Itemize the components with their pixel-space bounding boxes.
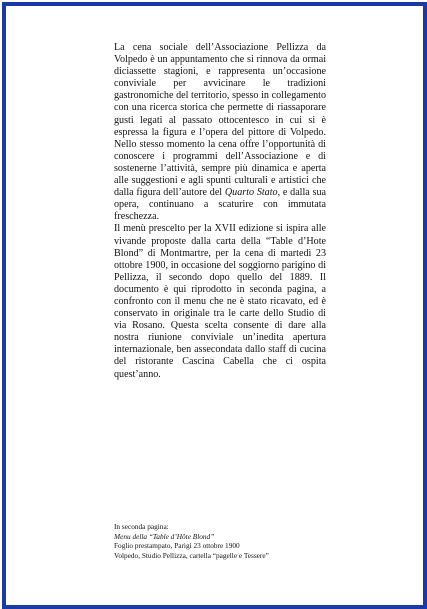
caption-line-4: Volpedo, Studio Pellizza, cartella “pagelle e Tessere” bbox=[114, 550, 269, 560]
caption-line-2: Menu della “Table d’Hôte Blond” bbox=[114, 531, 215, 541]
main-text bbox=[114, 42, 326, 381]
caption-line-3: Foglio prestampato, Parigi 23 ottobre 1900 bbox=[114, 541, 240, 551]
caption bbox=[114, 522, 374, 560]
paragraph-intro-text-end: , e dalla sua opera, continuano a scaturire con immutata freschezza. bbox=[114, 187, 327, 223]
paragraph-intro-text: La cena sociale dell’Associazione Pellizza da Volpedo è un appuntamento che si rinnova da ormai diciassette stagioni, e rappresenta un’occasione conviviale per avvicinare le tradizioni gastronomiche del territorio, spesso in collegamento con una ricerca storica che permette di riassaporare gusti legati al passato ottocentesco in cui si è espressa la figura e l’opera del pittore di Volpedo. Nello stesso momento la cena offre l’opportunità di conoscere i programmi dell’Associazione e di sostenerne l’attività, sempre più dinamica e aperta alle suggestioni e agli spunti culturali e artistici che dalla figura dell’autore del bbox=[114, 42, 326, 199]
paragraph-intro-italic-title: Quarto Stato bbox=[224, 187, 278, 199]
paragraph-intro bbox=[114, 42, 326, 223]
paragraph-menu: Il menù prescelto per la XVII edizione si ispira alle vivande proposte dalla carta della “Table d’Hote Blond” di Montmartre, per la cena di martedì 23 ottobre 1900, in occasione del soggiorno parigino di Pellizza, il secondo dopo quello del 1889. Il documento è qui riprodotto in seconda pagina, a confronto con il menu che ne è stato ricavato, ed è conservato in originale tra le carte dello Studio di via Rosano. Questa scelta consente di dare alla nostra riunione conviviale un’inedita apertura internazionale, ben assecondata dallo staff di cucina del ristorante Cascina Cabella che ci ospita quest’anno. bbox=[114, 223, 326, 380]
caption-line-1: In seconda pagina: bbox=[114, 522, 169, 531]
